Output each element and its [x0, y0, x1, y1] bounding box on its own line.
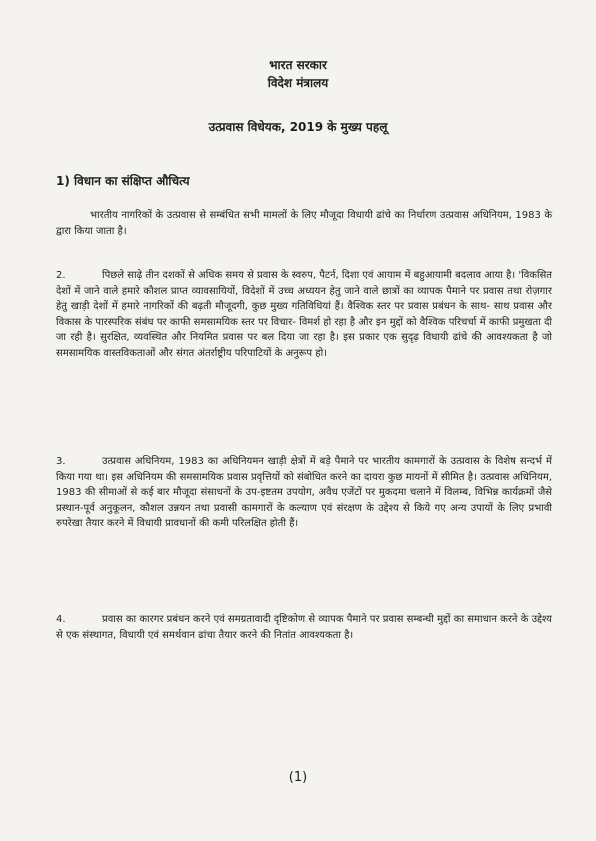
document-title: उत्प्रवास विधेयक, 2019 के मुख्य पहलू	[208, 120, 388, 134]
paragraph-3-text: उत्प्रवास अधिनियम, 1983 का अधिनियमन खाड़ी क्षेत्रों में बड़े पैमाने पर भारतीय कामगारों के उत्प्रवास के विशेष सन्दर्भ में किया गया था। इस अधिनियम की समसामयिक प्रवास प्रवृत्तियों को संबोधित करने का दायरा कुछ मायनों में सीमित है। उत्प्रवास अधिनियम, 1983 की सीमाओं से कई बार मौजूदा संसाधनों के उप-इष्टतम उपयोग, अवैध एजेंटों पर मुकदमा चलाने में विलम्ब, विभिन्न कार्यक्रमों जैसे प्रस्थान-पूर्व अनुकूलन, कौशल उन्नयन तथा प्रवासी कामगारों के कल्याण एवं संरक्षण के उद्देश्य से किये गए अन्य उपायों के लिए प्रभावी रुपरेखा तैयार करने में विधायी प्रावधानों की कमी परिलक्षित होती हैं।	[56, 456, 552, 530]
paragraph-4	[56, 612, 552, 643]
paragraph-2-number: 2.	[56, 270, 66, 281]
header-ministry: विदेश मंत्रालय	[267, 76, 329, 90]
paragraph-1-text: भारतीय नागरिकों के उत्प्रवास से सम्बंधित सभी मामलों के लिए मौजूदा विधायी ढांचे का निर्धारण उत्प्रवास अधिनियम, 1983 के द्वारा किया जाता है।	[56, 210, 552, 237]
paragraph-3	[56, 454, 552, 532]
paragraph-2-text: पिछले साढ़े तीन दशकों से अधिक समय से प्रवास के स्वरुप, पैटर्न, दिशा एवं आयाम में बहुआयामी बदलाव आया है। 'विकसित देशों में जाने वाले हमारे कौशल प्राप्त व्यावसायियों, विदेशों में उच्च अध्ययन हेतु जाने वाले छात्रों का व्यापक पैमाने पर प्रवास तथा रोज़गार हेतु खाड़ी देशों में हमारे नागरिकों की बढ़ती मौजूदगी, कुछ मुख्य गतिविधियां हैं। वैश्विक स्तर पर प्रवास प्रबंधन के साथ- साथ प्रवास और विकास के पारस्परिक संबंध पर काफी समसामयिक स्तर पर विचार- विमर्श हो रहा है और इन मुद्दों को वैश्विक परिचर्चा में काफी प्रमुखता दी जा रही है। सुरक्षित, व्यवस्थित और नियमित प्रवास पर बल दिया जा रहा है। इस प्रकार एक सुदृढ़ विधायी ढांचे की आवश्यकता है जो समसामयिक वास्तविकताओं और संगत अंतर्राष्ट्रीय परिपाटियों के अनुरूप हो।	[56, 270, 552, 359]
section-heading: 1) विधान का संक्षिप्त औचित्य	[56, 174, 190, 188]
header-government: भारत सरकार	[269, 58, 327, 72]
paragraph-2	[56, 268, 552, 362]
page-number: (1)	[288, 770, 308, 785]
paragraph-3-number: 3.	[56, 456, 66, 467]
paragraph-1	[56, 208, 552, 239]
paragraph-4-text: प्रवास का कारगर प्रबंधन करने एवं समग्रतावादी दृष्टिकोण से व्यापक पैमाने पर प्रवास सम्बन्धी मुद्दों का समाधान करने के उद्देश्य से एक संस्थागत, विधायी एवं समर्थवान ढांचा तैयार करने की नितांत आवश्यकता है।	[56, 614, 552, 641]
paragraph-4-number: 4.	[56, 614, 66, 625]
